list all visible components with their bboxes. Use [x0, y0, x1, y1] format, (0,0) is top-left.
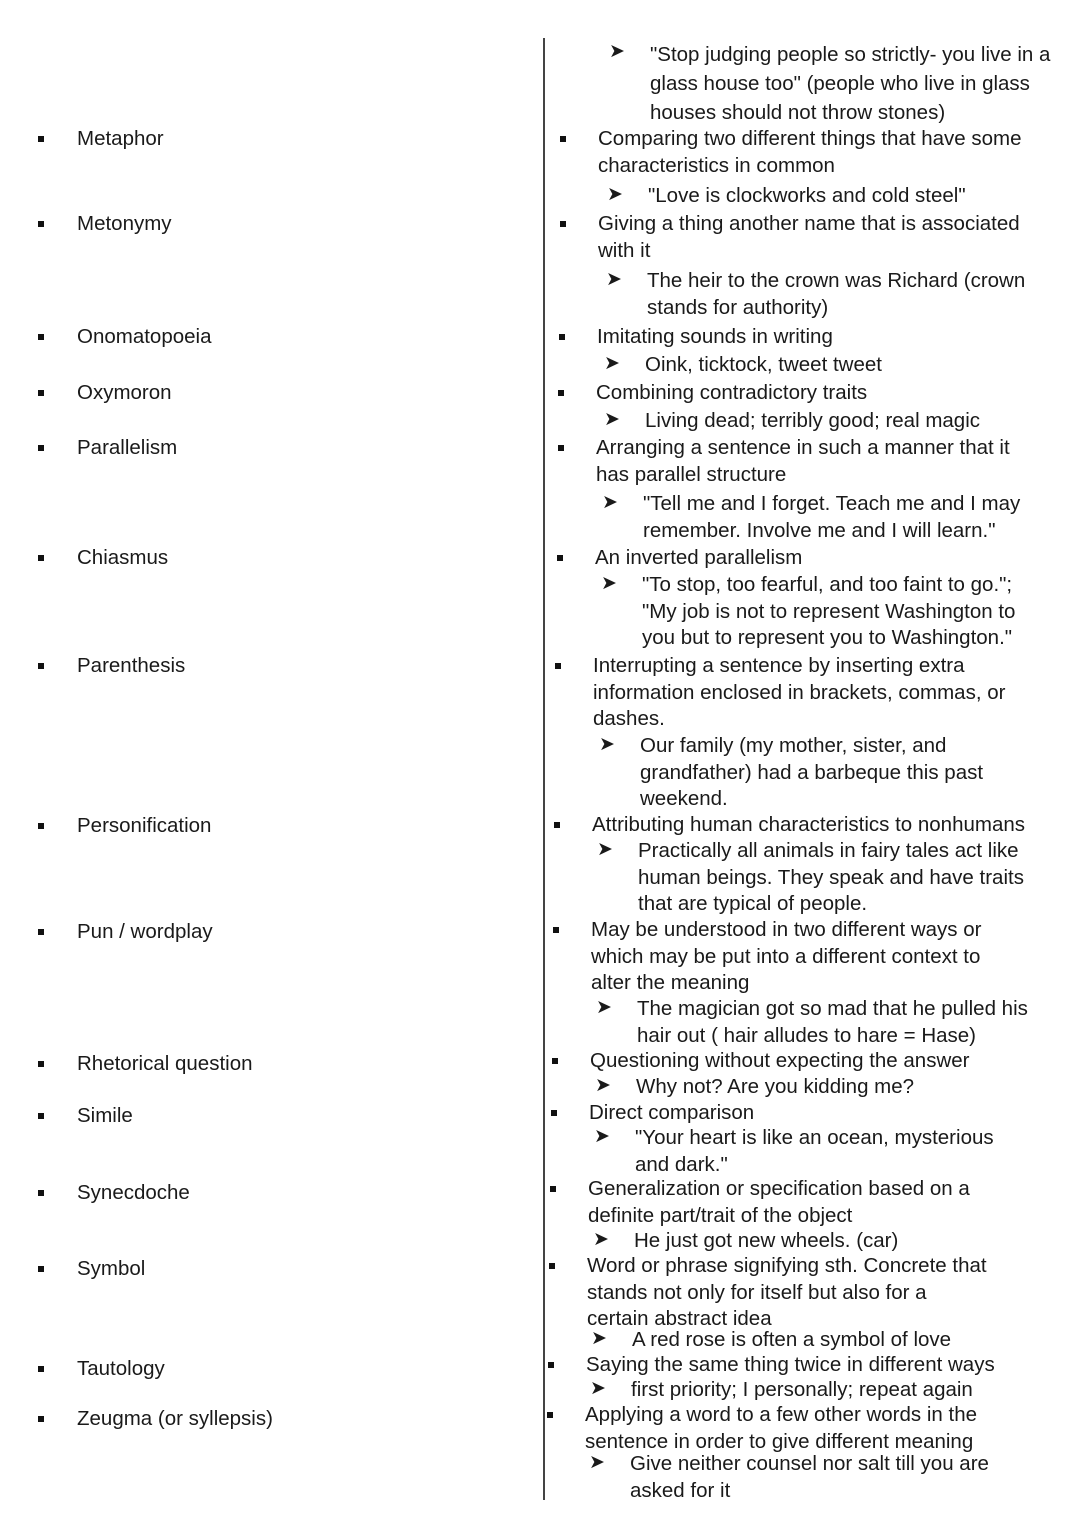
top-example: "Stop judging people so strictly- you live in a glass house too" (people who live in glass houses should not throw stones) [650, 43, 1051, 124]
term-label: Synecdoche [77, 1181, 190, 1204]
example-text: Why not? Are you kidding me? [636, 1075, 915, 1098]
column-divider [543, 38, 545, 1500]
arrow-bullet-icon: ➤ [594, 1126, 610, 1147]
term-bullet [38, 445, 44, 451]
definition-bullet [553, 927, 559, 933]
term-label: Tautology [77, 1357, 165, 1380]
arrow-bullet-icon: ➤ [593, 1229, 609, 1250]
definition-bullet [552, 1058, 558, 1064]
definition-text: Arranging a sentence in such a manner that it has parallel structure [596, 436, 1010, 486]
term-bullet [38, 390, 44, 396]
definition-text: Generalization or specification based on a definite part/trait of the object [588, 1177, 970, 1227]
definition-bullet [558, 445, 564, 451]
arrow-bullet-icon: ➤ [590, 1378, 606, 1399]
term-bullet [38, 1266, 44, 1272]
example-text: The heir to the crown was Richard (crown stands for authority) [647, 269, 1026, 319]
term-label: Zeugma (or syllepsis) [77, 1407, 273, 1430]
definition-bullet [549, 1263, 555, 1269]
arrow-bullet-icon: ➤ [596, 997, 612, 1018]
definition-text: Interrupting a sentence by inserting extra information enclosed in brackets, commas, or dashes. [593, 654, 1006, 730]
term-bullet [38, 136, 44, 142]
term-bullet [38, 1416, 44, 1422]
arrow-bullet-icon: ➤ [599, 734, 615, 755]
definition-text: Saying the same thing twice in different ways [586, 1353, 995, 1376]
arrow-bullet-icon: ➤ [601, 573, 617, 594]
term-bullet [38, 929, 44, 935]
definition-bullet [548, 1362, 554, 1368]
arrow-bullet-icon: ➤ [595, 1075, 611, 1096]
arrow-bullet-icon: ➤ [597, 839, 613, 860]
definition-text: Imitating sounds in writing [597, 325, 833, 348]
definition-text: Direct comparison [589, 1101, 755, 1124]
example-text: "Your heart is like an ocean, mysterious and dark." [635, 1126, 994, 1176]
definition-text: Giving a thing another name that is associated with it [598, 212, 1020, 262]
definition-text: Comparing two different things that have some characteristics in common [598, 127, 1022, 177]
term-bullet [38, 334, 44, 340]
arrow-bullet-icon: ➤ [606, 269, 622, 290]
term-bullet [38, 221, 44, 227]
arrow-bullet-icon: ➤ [609, 41, 625, 62]
term-label: Rhetorical question [77, 1052, 253, 1075]
definition-bullet [558, 390, 564, 396]
definition-text: Attributing human characteristics to nonhumans [592, 813, 1026, 836]
definition-bullet [554, 822, 560, 828]
definition-bullet [551, 1110, 557, 1116]
definition-text: Combining contradictory traits [596, 381, 868, 404]
term-label: Symbol [77, 1257, 146, 1280]
term-bullet [38, 1113, 44, 1119]
example-text: Living dead; terribly good; real magic [645, 409, 981, 432]
definition-text: Word or phrase signifying sth. Concrete that stands not only for itself but also for a certain abstract idea [587, 1254, 987, 1330]
example-text: Give neither counsel nor salt till you are asked for it [630, 1452, 989, 1502]
definition-bullet [557, 555, 563, 561]
term-bullet [38, 1061, 44, 1067]
definition-text: Applying a word to a few other words in the sentence in order to give different meaning [585, 1403, 977, 1453]
term-bullet [38, 555, 44, 561]
arrow-bullet-icon: ➤ [591, 1328, 607, 1349]
definition-bullet [560, 221, 566, 227]
definition-text: May be understood in two different ways or which may be put into a different context to alter the meaning [591, 918, 982, 994]
term-label: Personification [77, 814, 212, 837]
term-label: Onomatopoeia [77, 325, 212, 348]
arrow-bullet-icon: ➤ [589, 1452, 605, 1473]
term-label: Chiasmus [77, 546, 169, 569]
term-bullet [38, 1190, 44, 1196]
definition-bullet [560, 136, 566, 142]
arrow-bullet-icon: ➤ [604, 409, 620, 430]
term-label: Metaphor [77, 127, 164, 150]
example-text: Oink, ticktock, tweet tweet [645, 353, 882, 376]
term-label: Metonymy [77, 212, 172, 235]
definition-text: Questioning without expecting the answer [590, 1049, 970, 1072]
term-label: Pun / wordplay [77, 920, 213, 943]
example-text: "Love is clockworks and cold steel" [648, 184, 966, 207]
term-bullet [38, 1366, 44, 1372]
arrow-bullet-icon: ➤ [604, 353, 620, 374]
arrow-bullet-icon: ➤ [602, 492, 618, 513]
example-text: first priority; I personally; repeat again [631, 1378, 973, 1401]
example-text: "Tell me and I forget. Teach me and I may remember. Involve me and I will learn." [643, 492, 1021, 542]
example-text: He just got new wheels. (car) [634, 1229, 899, 1252]
term-label: Oxymoron [77, 381, 172, 404]
term-label: Simile [77, 1104, 133, 1127]
example-text: A red rose is often a symbol of love [632, 1328, 952, 1351]
term-bullet [38, 823, 44, 829]
example-text: "To stop, too fearful, and too faint to go."; "My job is not to represent Washington to you but to represent you to Washington." [642, 573, 1016, 649]
example-text: Practically all animals in fairy tales act like human beings. They speak and have traits that are typical of people. [638, 839, 1024, 915]
term-label: Parallelism [77, 436, 178, 459]
example-text: Our family (my mother, sister, and grandfather) had a barbeque this past weekend. [640, 734, 984, 810]
example-text: The magician got so mad that he pulled his hair out ( hair alludes to hare = Hase) [637, 997, 1028, 1047]
definition-bullet [555, 663, 561, 669]
definition-bullet [559, 334, 565, 340]
term-label: Parenthesis [77, 654, 186, 677]
definition-bullet [547, 1412, 553, 1418]
arrow-bullet-icon: ➤ [607, 184, 623, 205]
definition-text: An inverted parallelism [595, 546, 803, 569]
term-bullet [38, 663, 44, 669]
definition-bullet [550, 1186, 556, 1192]
